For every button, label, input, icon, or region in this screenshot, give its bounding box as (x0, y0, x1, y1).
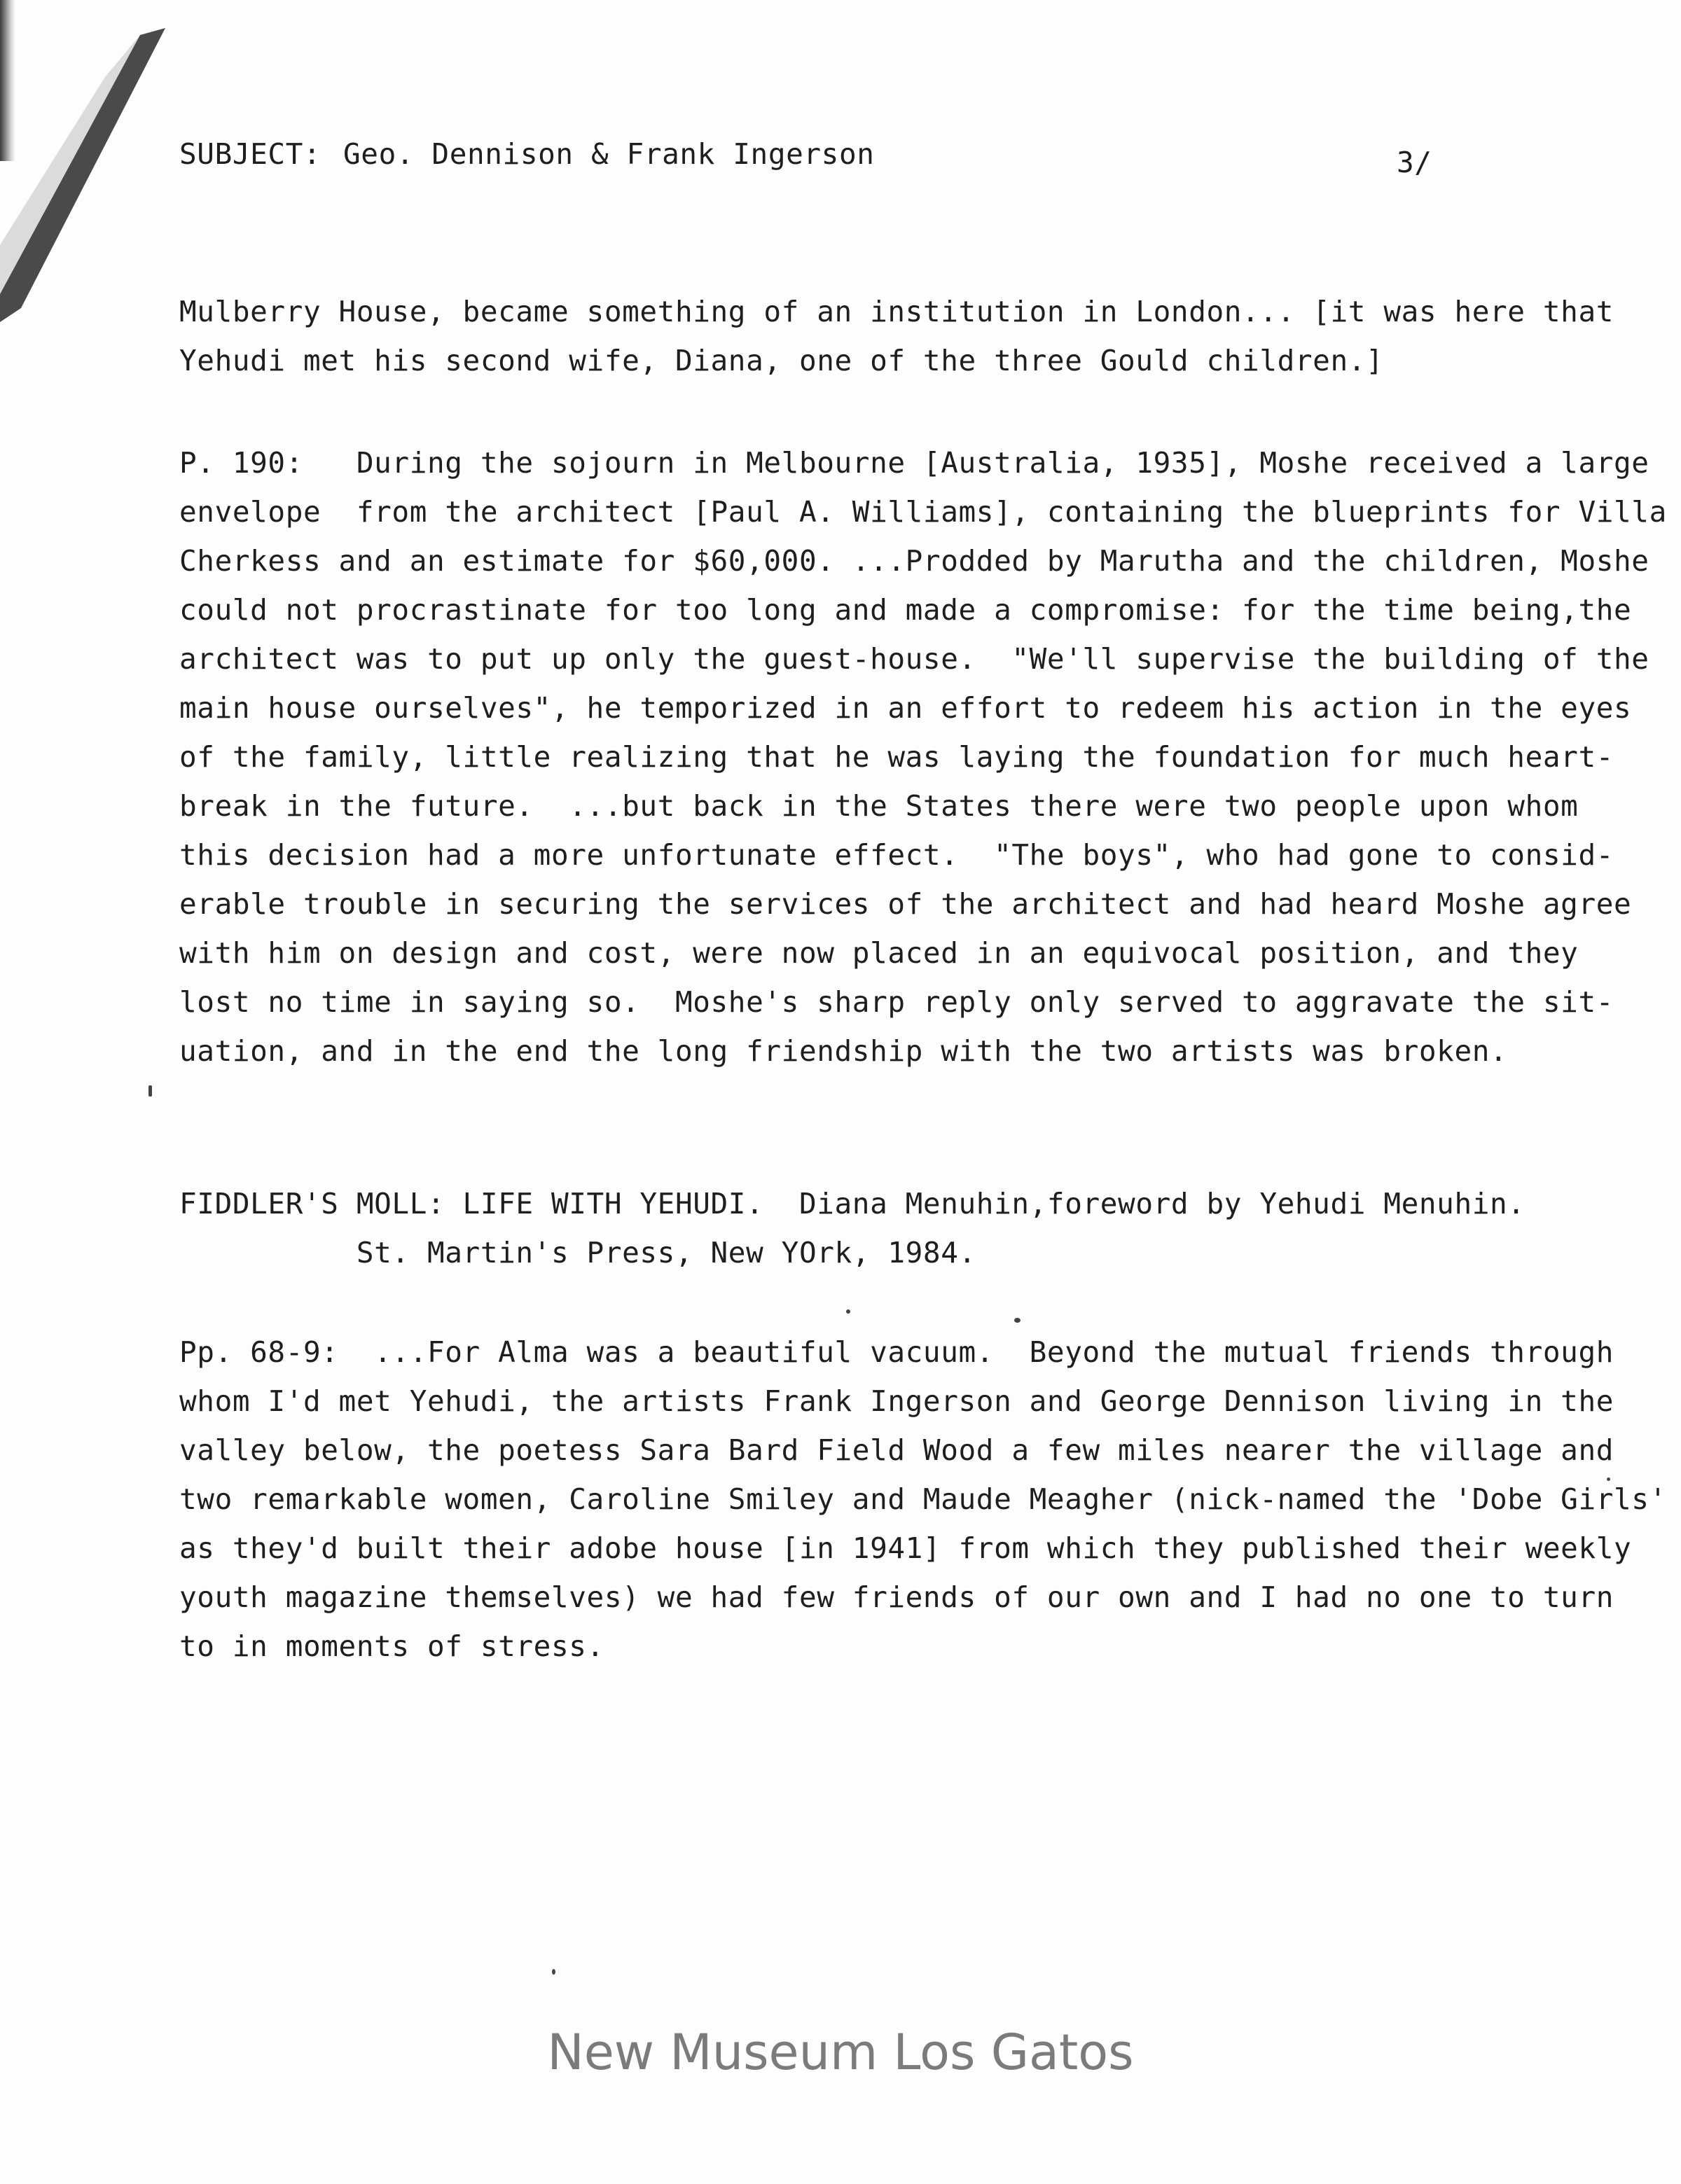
folded-corner-shadow (0, 14, 182, 322)
scan-speck (552, 1969, 555, 1975)
text-line: this decision had a more unfortunate effect. "The boys", who had gone to consid- (179, 838, 1614, 872)
text-line: uation, and in the end the long friendship with the two artists was broken. (179, 1034, 1508, 1068)
text-line: Pp. 68-9: ...For Alma was a beautiful vacuum. Beyond the mutual friends through (179, 1335, 1614, 1369)
scan-speck (1607, 1477, 1610, 1481)
text-line: break in the future. ...but back in the States there were two people upon whom (179, 789, 1579, 823)
text-line: Yehudi met his second wife, Diana, one of the three Gould children.] (179, 344, 1384, 377)
scan-speck (1014, 1318, 1021, 1323)
text-line: of the family, little realizing that he was laying the foundation for much heart- (179, 740, 1614, 774)
text-line: erable trouble in securing the services of the architect and had heard Moshe agree (179, 887, 1632, 921)
text-line: whom I'd met Yehudi, the artists Frank Ingerson and George Dennison living in the (179, 1384, 1614, 1418)
text-line: P. 190: During the sojourn in Melbourne [Australia, 1935], Moshe received a large (179, 446, 1649, 480)
paragraph-mulberry-house (179, 287, 1614, 385)
text-line: Mulberry House, became something of an institution in London... [it was here that (179, 295, 1614, 328)
paragraph-p190 (179, 438, 1667, 1076)
text-line: valley below, the poetess Sara Bard Field Wood a few miles nearer the village and (179, 1433, 1614, 1467)
subject-label: SUBJECT: (179, 137, 321, 171)
text-line: as they'd built their adobe house [in 1941] from which they published their weekly (179, 1531, 1632, 1565)
text-line: youth magazine themselves) we had few friends of our own and I had no one to turn (179, 1580, 1614, 1614)
subject-title: Geo. Dennison & Frank Ingerson (343, 137, 875, 171)
text-line: lost no time in saying so. Moshe's sharp reply only served to aggravate the sit- (179, 985, 1614, 1019)
citation-publisher-line: St. Martin's Press, New YOrk, 1984. (179, 1236, 976, 1270)
scan-speck (846, 1309, 850, 1314)
text-line: main house ourselves", he temporized in an effort to redeem his action in the eyes (179, 691, 1632, 725)
text-line: to in moments of stress. (179, 1629, 604, 1663)
text-line: with him on design and cost, were now placed in an equivocal position, and they (179, 936, 1579, 970)
text-line: two remarkable women, Caroline Smiley and Maude Meagher (nick-named the 'Dobe Girls' (179, 1482, 1667, 1516)
museum-watermark: New Museum Los Gatos (547, 2024, 1134, 2081)
text-line: Cherkess and an estimate for $60,000. ...Prodded by Marutha and the children, Moshe (179, 544, 1649, 578)
citation-title-line: FIDDLER'S MOLL: LIFE WITH YEHUDI. Diana Menuhin,foreword by Yehudi Menuhin. (179, 1187, 1526, 1220)
page-number: 3/ (1397, 146, 1432, 179)
citation-fiddlers-moll (179, 1179, 1526, 1277)
scan-speck (148, 1085, 152, 1097)
paragraph-pp68-9 (179, 1328, 1667, 1671)
text-line: could not procrastinate for too long and made a compromise: for the time being,the (179, 593, 1632, 627)
text-line: envelope from the architect [Paul A. Williams], containing the blueprints for Villa (179, 495, 1667, 529)
text-line: architect was to put up only the guest-house. "We'll supervise the building of the (179, 642, 1649, 676)
